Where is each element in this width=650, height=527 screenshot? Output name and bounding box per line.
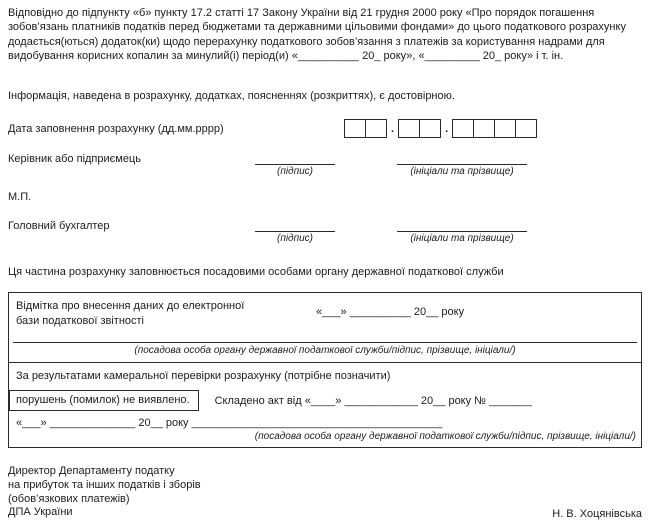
desk-audit-result-row: [12, 390, 638, 411]
fill-date-row: [8, 119, 642, 138]
date-day-cell-1[interactable]: [344, 119, 366, 138]
name-caption: (ініціали та прізвище): [410, 166, 514, 178]
date-month-group: [398, 119, 441, 138]
signature-caption: (підпис): [277, 166, 313, 178]
director-title-line4: ДПА України: [8, 506, 73, 519]
head-signature-row: [8, 152, 642, 177]
date-input-boxes: [344, 119, 537, 138]
name-caption: (ініціали та прізвище): [410, 233, 514, 245]
accountant-name-field: [397, 219, 527, 244]
director-name: Н. В. Хоцянівська: [552, 508, 642, 521]
date-day-group: [344, 119, 387, 138]
date-year-cell-2[interactable]: [473, 119, 495, 138]
head-signature-label: Керівник або підприємець: [8, 153, 141, 166]
accountant-signature-line[interactable]: [255, 219, 335, 232]
accountant-signature-field: [255, 219, 335, 244]
date-separator-dot: .: [391, 122, 395, 135]
director-title-block: [8, 465, 201, 520]
accountant-name-line[interactable]: [397, 219, 527, 232]
official-caption: (посадова особа органу державної податкової служби/підпис, прізвище, ініціали/): [254, 431, 636, 443]
desk-audit-results-label: За результатами камеральної перевірки розрахунку (потрібне позначити): [16, 370, 391, 383]
act-drawn-up-blank[interactable]: Складено акт від «____» ____________ 20__ року № _______: [214, 394, 532, 407]
director-title-line1: Директор Департаменту податку: [8, 465, 175, 478]
date-year-group: [452, 119, 537, 138]
head-name-line[interactable]: [397, 152, 527, 165]
official-section-title: Ця частина розрахунку заповнюється посадовими особами органу державної податкової служби: [8, 266, 504, 279]
electronic-entry-note-line1: Відмітка про внесення даних до електронної: [16, 300, 245, 313]
date-day-cell-2[interactable]: [365, 119, 387, 138]
final-date-signature-blank[interactable]: «___» ______________ 20__ року _________________________________________: [16, 417, 443, 430]
electronic-entry-note-line2: бази податкової звітності: [16, 314, 144, 327]
electronic-entry-date-blank[interactable]: «___» __________ 20__ року: [316, 306, 465, 319]
electronic-entry-note: [16, 299, 316, 328]
no-violations-checkbox-cell[interactable]: порушень (помилок) не виявлено.: [9, 390, 199, 411]
seal-label: М.П.: [8, 191, 32, 204]
head-signature-line[interactable]: [255, 152, 335, 165]
signature-caption: (підпис): [277, 233, 313, 245]
appendix-paragraph: Відповідно до підпункту «б» пункту 17.2 статті 17 Закону України від 21 грудня 2000 року «Про порядок погашення зобов’язань платників податків перед бюджетами та державними цільовими фондами» до цього податкового розрахунку додається(ються) додаток(ки) щодо перерахунку податкового зобов’язання з платежів за користування надрами для видобування корисних копалин за минулий(і) період(и) «__________ 20_ року», «_________ 20_ року» і т. ін.: [8, 7, 626, 62]
date-year-cell-4[interactable]: [515, 119, 537, 138]
director-title-line2: на прибуток та інших податків і зборів: [8, 478, 201, 491]
director-title-line3: (обов’язкових платежів): [8, 492, 130, 505]
head-name-field: [397, 152, 527, 177]
electronic-entry-row: [12, 299, 638, 328]
date-separator-dot: .: [445, 122, 449, 135]
official-caption: (посадова особа органу державної податкової служби/підпис, прізвище, ініціали/): [134, 345, 516, 357]
accountant-signature-row: [8, 219, 642, 244]
date-year-cell-3[interactable]: [494, 119, 516, 138]
date-month-cell-1[interactable]: [398, 119, 420, 138]
official-use-box: [8, 292, 642, 448]
official-signature-line[interactable]: [13, 328, 637, 343]
document-footer: [8, 465, 642, 520]
date-year-cell-1[interactable]: [452, 119, 474, 138]
date-month-cell-2[interactable]: [419, 119, 441, 138]
fill-date-label: Дата заповнення розрахунку (дд.мм.рррр): [8, 122, 224, 135]
head-signature-field: [255, 152, 335, 177]
accountant-signature-label: Головний бухгалтер: [8, 220, 110, 233]
accuracy-statement: Інформація, наведена в розрахунку, додатках, поясненнях (розкриттях), є достовірною.: [8, 90, 455, 103]
